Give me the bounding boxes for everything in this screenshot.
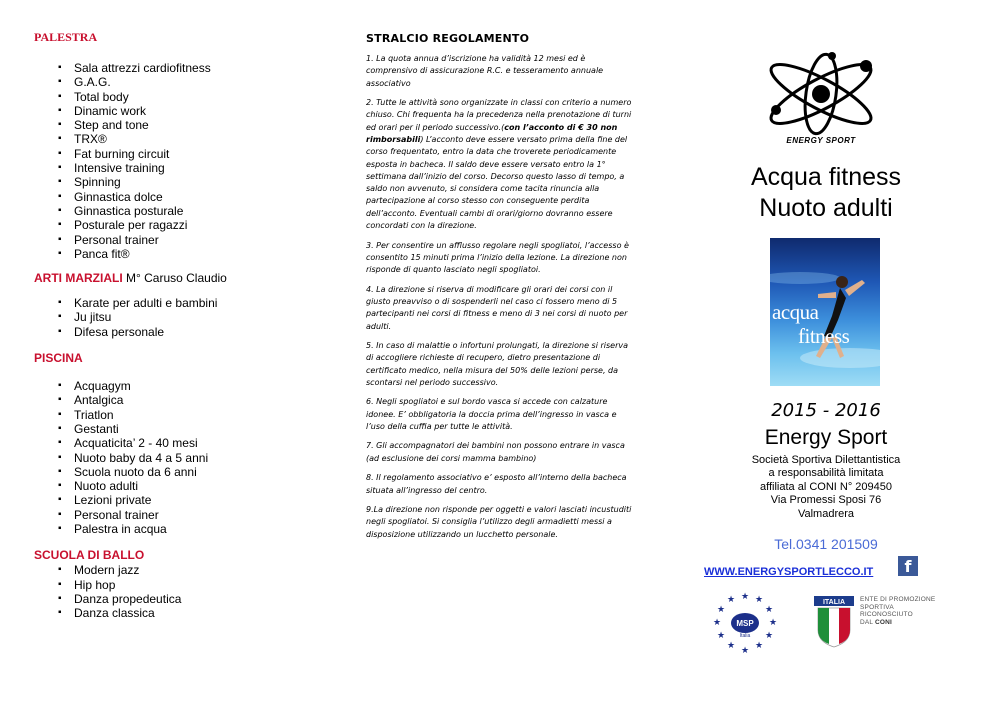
svg-text:★: ★ [726,641,736,651]
list-item: ▪ Ju jitsu [74,310,334,324]
list-item: ▪ Step and tone [74,118,334,132]
svg-text:★: ★ [764,631,774,641]
list-item: ▪ G.A.G. [74,75,334,89]
coni-line-3: RICONOSCIUTO [860,611,913,618]
msp-text: MSP [736,619,754,628]
coni-line-1: ENTE DI PROMOZIONE [860,596,936,603]
company-info [686,454,966,521]
rule-2-bold: con l’acconto di € 30 non rimborsabili [366,122,618,144]
italia-shield-icon [814,596,854,648]
msp-stars-icon [710,590,780,656]
list-item: ▪ Antalgica [74,393,334,407]
photo-text-fitness: fitness [798,324,850,348]
coni-logo [814,596,954,648]
list-item: ▪ Nuoto adulti [74,479,334,493]
regolamento-column [366,32,634,548]
coni-line-4a: DAL [860,618,876,626]
rule-2 [366,97,634,232]
coni-flag-text: ITALIA [822,599,846,606]
arti-marziali-heading [34,271,334,285]
list-item: ▪ Lezioni private [74,493,334,507]
rule-5: 5. In caso di malattie o infortuni prolungati, la direzione si riserva di accogliere richieste di recupero, dietro presentazione di certificato medico, nella misura del 50% delle lezioni perse, da scontarsi nel periodo successivo. [366,340,628,387]
facebook-icon[interactable]: f [898,556,918,576]
svg-text:★: ★ [754,595,764,605]
list-item: ▪ Nuoto baby da 4 a 5 anni [74,451,334,465]
coni-text [860,596,935,626]
list-item: ▪ Ginnastica dolce [74,190,334,204]
info-line-4: Via Promessi Sposi 76 [770,494,882,507]
list-item: ▪ Panca fit® [74,247,334,261]
arti-marziali-list [74,296,334,339]
list-item: ▪ Acquaticita’ 2 - 40 mesi [74,436,334,450]
svg-text:★: ★ [712,618,722,628]
rule-3: 3. Per consentire un afflusso regolare negli spogliatoi, l’accesso è consentito 15 minuti prima l’inizio della lezione. La direzione non risponde di quanto lasciato negli spogliatoi. [366,240,629,275]
rule-9: 9.La direzione non risponde per oggetti e valori lasciati incustuditi negli spogliatoi. Si consiglia l’utilizzo degli armadietti messi a disposizione utilizzando un lucchetto personale. [366,505,632,539]
palestra-list [74,61,334,261]
title-line-1: Acqua fitness [750,163,902,191]
svg-text:★: ★ [740,592,750,602]
rule-8: 8. Il regolamento associativo e’ esposto all’interno della bacheca situata all’ingresso del centro. [366,473,627,495]
list-item: ▪ Spinning [74,175,334,189]
svg-text:★: ★ [754,641,764,651]
left-column [34,30,334,621]
website-link[interactable]: WWW.ENERGYSPORTLECCO.IT [704,566,874,578]
rule-7: 7. Gli accompagnatori dei bambini non possono entrare in vasca (ad esclusione dei corsi mamma bambino) [366,441,625,463]
svg-text:★: ★ [716,631,726,641]
cover-column [686,0,982,701]
palestra-title: PALESTRA [34,30,98,44]
list-item: ▪ Karate per adulti e bambini [74,296,334,310]
title-line-2: Nuoto adulti [759,194,893,222]
list-item: ▪ Total body [74,90,334,104]
brochure-title [686,162,966,224]
list-item: ▪ Palestra in acqua [74,522,334,536]
svg-text:★: ★ [764,605,774,615]
rule-2-part-a: 2. Tutte le attività sono organizzate in classi con criterio a numero chiuso. Chi frequenta ha la precedenza nella prenotazione di turni ed orari per il periodo successivo.( [366,98,632,132]
list-item: ▪ Personal trainer [74,233,334,247]
season-years: 2015 - 2016 [771,400,881,421]
arti-marziali-instructor: M° Caruso Claudio [122,271,227,286]
rule-1: 1. La quota annua d’iscrizione ha validità 12 mesi ed è comprensivo di assicurazione R.C. e tesseramento annuale associativo [366,54,604,88]
info-line-2: a responsabilità limitata [768,467,884,480]
info-line-5: Valmadrera [797,507,855,520]
rule-2-part-c: ) L’acconto deve essere versato prima della fine del corso frequentato, entro la data che troverete periodicamente esposta in bacheca. Il saldo deve essere versato entro la 1° settimana dall’inizio del corso. Decorso questo lasso di tempo, a saldo non avvenuto, si considera come tacita rinuncia alla partecipazione al corso stesso con conseguente perdita dell’acconto. Eventuali cambi di orari/giorno dovranno essere concordati con la direzione. [366,134,628,231]
info-line-3: affiliata al CONI N° 209450 [760,480,892,493]
company-name: Energy Sport [764,426,888,449]
list-item: ▪ Intensive training [74,161,334,175]
list-item: ▪ Danza classica [74,606,334,620]
list-item: ▪ Acquagym [74,379,334,393]
list-item: ▪ Modern jazz [74,563,334,577]
list-item: ▪ Danza propedeutica [74,592,334,606]
list-item: ▪ Posturale per ragazzi [74,218,334,232]
scuola-ballo-title: SCUOLA DI BALLO [34,548,145,563]
list-item: ▪ Ginnastica posturale [74,204,334,218]
list-item: ▪ Difesa personale [74,325,334,339]
scuola-ballo-list [74,563,334,620]
list-item: ▪ Scuola nuoto da 6 anni [74,465,334,479]
piscina-title: PISCINA [34,351,83,366]
list-item: ▪ Fat burning circuit [74,147,334,161]
regolamento-title: STRALCIO REGOLAMENTO [366,32,530,45]
list-item: ▪ Personal trainer [74,508,334,522]
list-item: ▪ Sala attrezzi cardiofitness [74,61,334,75]
coni-line-4b: CONI [875,618,893,626]
svg-text:★: ★ [740,646,750,656]
logo-caption: ENERGY SPORT [786,136,856,145]
phone-number: Tel.0341 201509 [774,536,878,552]
list-item: ▪ Dinamic work [74,104,334,118]
list-item: ▪ TRX® [74,132,334,146]
info-line-1: Società Sportiva Dilettantistica [751,454,901,466]
svg-text:★: ★ [726,595,736,605]
coni-line-4 [860,619,935,627]
svg-text:★: ★ [716,605,726,615]
atom-logo-icon [762,52,880,136]
acqua-fitness-photo [770,238,880,386]
list-item: ▪ Triatlon [74,408,334,422]
msp-subtext: Italia [739,633,751,639]
list-item: ▪ Hip hop [74,578,334,592]
piscina-list [74,379,334,536]
rule-4: 4. La direzione si riserva di modificare gli orari dei corsi con il giusto preavviso o di sospenderli nel caso ci fossero meno di 5 partecipanti nei corsi di fitness e meno di 3 nei corsi di nuoto per adulti. [366,284,628,331]
photo-text-acqua: acqua [772,300,819,324]
arti-marziali-title: ARTI MARZIALI [34,271,123,286]
svg-text:★: ★ [768,618,778,628]
list-item: ▪ Gestanti [74,422,334,436]
energy-sport-logo [762,52,880,146]
rule-6: 6. Negli spogliatoi e sul bordo vasca si accede con calzature idonee. E’ obbligatoria la doccia prima dell’ingresso in vasca e l’uso della cuffia per tutte le attività. [366,397,617,431]
msp-logo [710,590,780,656]
coni-line-2: SPORTIVA [860,603,894,611]
